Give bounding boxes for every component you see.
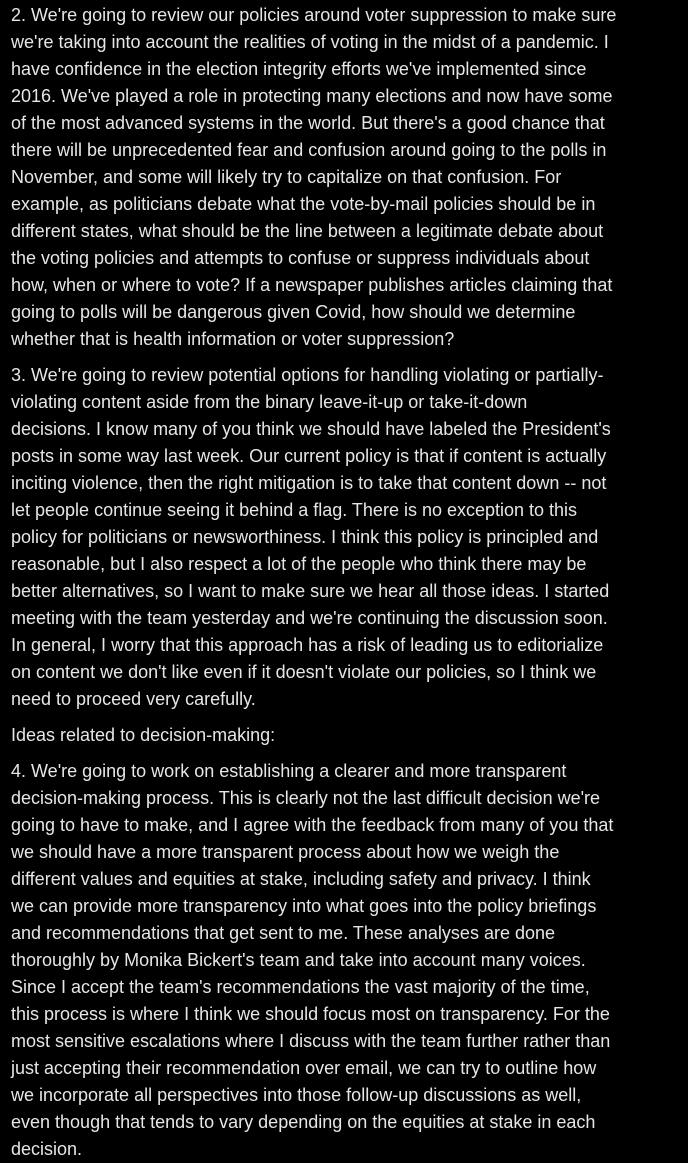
text-line: have confidence in the election integrity efforts we've implemented since bbox=[11, 59, 587, 79]
text-line: on content we don't like even if it doesn't violate our policies, so I think we bbox=[11, 662, 597, 682]
text-line: policy for politicians or newsworthiness. I think this policy is principled and bbox=[11, 527, 599, 547]
text-line: decision-making process. This is clearly not the last difficult decision we're bbox=[11, 788, 601, 808]
text-line: and recommendations that get sent to me. These analyses are done bbox=[11, 923, 555, 943]
text-line: decisions. I know many of you think we should have labeled the President's bbox=[11, 419, 611, 439]
text-line: let people continue seeing it behind a flag. There is no exception to this bbox=[11, 500, 578, 520]
text-line: decision. bbox=[11, 1139, 83, 1159]
text-line: we should have a more transparent process about how we weigh the bbox=[11, 842, 560, 862]
text-line: 2016. We've played a role in protecting many elections and now have some bbox=[11, 86, 613, 106]
text-line: need to proceed very carefully. bbox=[11, 689, 256, 709]
text-line: November, and some will likely try to capitalize on that confusion. For bbox=[11, 167, 562, 187]
text-line: of the most advanced systems in the world. But there's a good chance that bbox=[11, 113, 605, 133]
text-line: In general, I worry that this approach has a risk of leading us to editorialize bbox=[11, 635, 604, 655]
text-line: we're taking into account the realities of voting in the midst of a pandemic. I bbox=[11, 32, 609, 52]
text-line: how, when or where to vote? If a newspaper publishes articles claiming that bbox=[11, 275, 613, 295]
text-line: thoroughly by Monika Bickert's team and take into account many voices. bbox=[11, 950, 586, 970]
text-line: going to polls will be dangerous given Covid, how should we determine bbox=[11, 302, 576, 322]
text-line: just accepting their recommendation over email, we can try to outline how bbox=[11, 1058, 597, 1078]
text-line: 2. We're going to review our policies around voter suppression to make sure bbox=[11, 5, 617, 25]
text-line: whether that is health information or voter suppression? bbox=[11, 329, 455, 349]
text-line: there will be unprecedented fear and confusion around going to the polls in bbox=[11, 140, 607, 160]
text-line: posts in some way last week. Our current policy is that if content is actually bbox=[11, 446, 607, 466]
section-heading-decision-making bbox=[11, 722, 676, 749]
text-line: reasonable, but I also respect a lot of the people who think there may be bbox=[11, 554, 587, 574]
text-line: the voting policies and attempts to confuse or suppress individuals about bbox=[11, 248, 590, 268]
text-line: Since I accept the team's recommendations the vast majority of the time, bbox=[11, 977, 590, 997]
text-line: 3. We're going to review potential options for handling violating or partially- bbox=[11, 365, 604, 385]
text-line: example, as politicians debate what the vote-by-mail policies should be in bbox=[11, 194, 596, 214]
text-line: we incorporate all perspectives into those follow-up discussions as well, bbox=[11, 1085, 582, 1105]
text-line: Ideas related to decision-making: bbox=[11, 725, 276, 745]
text-line: better alternatives, so I want to make sure we hear all those ideas. I started bbox=[11, 581, 610, 601]
text-line: going to have to make, and I agree with the feedback from many of you that bbox=[11, 815, 614, 835]
text-line: meeting with the team yesterday and we're continuing the discussion soon. bbox=[11, 608, 608, 628]
text-line: we can provide more transparency into what goes into the policy briefings bbox=[11, 896, 597, 916]
text-line: most sensitive escalations where I discuss with the team further rather than bbox=[11, 1031, 611, 1051]
text-line: different states, what should be the line between a legitimate debate about bbox=[11, 221, 604, 241]
text-line: inciting violence, then the right mitigation is to take that content down -- not bbox=[11, 473, 607, 493]
text-line: 4. We're going to work on establishing a clearer and more transparent bbox=[11, 761, 567, 781]
text-line: even though that tends to vary depending on the equities at stake in each bbox=[11, 1112, 596, 1132]
text-line: violating content aside from the binary leave-it-up or take-it-down bbox=[11, 392, 528, 412]
paragraph-transparent-process bbox=[11, 758, 676, 1163]
paragraph-content-options bbox=[11, 362, 676, 713]
text-line: this process is where I think we should focus most on transparency. For the bbox=[11, 1004, 610, 1024]
paragraph-voter-suppression bbox=[11, 2, 676, 353]
text-line: different values and equities at stake, including safety and privacy. I think bbox=[11, 869, 591, 889]
document-body bbox=[0, 2, 688, 1163]
